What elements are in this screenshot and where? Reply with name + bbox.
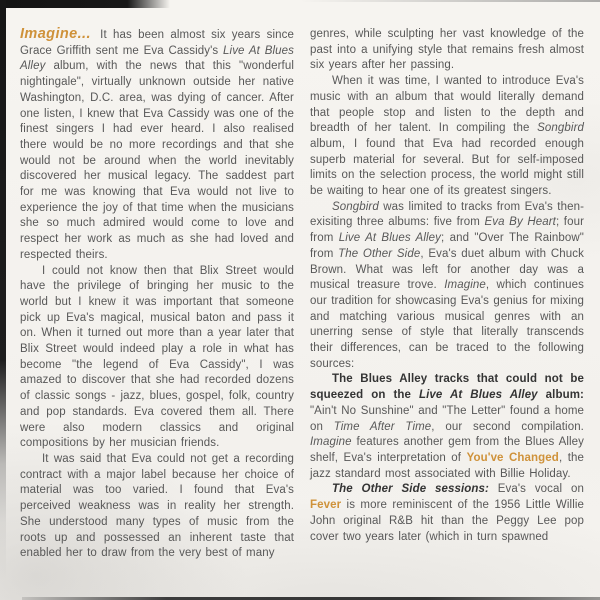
text-run: Live At Blues Alley <box>338 232 441 245</box>
text-run: Eva's vocal on <box>488 483 584 496</box>
text-run: genres, while sculpting her vast knowledge of the past into a unifying style that remains fresh almost six years after her passing. <box>310 28 584 72</box>
text-run: It was said that Eva could not get a recording contract with a major label because her choice of material was too varied. I found that Eva's perceived weakness was in reality her strength. She understood many types of music from the roots up and possessed an inherent taste that enabled her to draw from the very best of many <box>20 452 294 560</box>
scan-edge-left <box>0 0 6 580</box>
text-run: Imagine... <box>20 26 91 42</box>
text-run: Eva By Heart <box>484 216 556 229</box>
text-run: When it was time, I wanted to introduce Eva's music with an album that would literally demand that people stop and listen to the depth and breadth of her talent. In compiling the <box>310 75 584 135</box>
text-run: features another gem from the Blues Alley shelf, Eva's interpretation of <box>310 436 584 464</box>
text-run: ; and "Over The Rainbow" from <box>310 232 584 260</box>
text-run: Time After Time <box>333 420 432 433</box>
text-run: It has been almost six years since Grace Griffith sent me Eva Cassidy's <box>20 29 294 57</box>
paragraph <box>310 482 584 545</box>
paragraph <box>310 27 584 74</box>
text-run: Live At Blues Alley <box>419 389 538 402</box>
text-run: ; four from <box>310 216 585 245</box>
text-column-left <box>20 27 294 584</box>
text-run: Imagine <box>310 436 352 449</box>
text-run: Imagine <box>444 279 486 292</box>
text-run: , the jazz standard most associated with Billie Holiday. <box>310 451 584 480</box>
text-run: Songbird <box>537 122 584 135</box>
text-run: Fever <box>310 499 342 512</box>
text-column-right <box>310 27 584 584</box>
paragraph <box>20 264 294 452</box>
text-run: The Other Side sessions: <box>332 483 489 496</box>
text-run: , our second compilation. <box>431 420 584 433</box>
text-run: Live At Blues Alley <box>20 44 294 73</box>
paragraph <box>310 200 584 373</box>
text-run: album, I found that Eva had recorded enough superb material for several. But for self-imposed limits on the selection process, the world might still be waiting to hear one of its greatest singers. <box>310 137 584 198</box>
paragraph <box>310 74 584 200</box>
paragraph <box>20 27 294 264</box>
text-run: You've Changed <box>466 451 559 464</box>
text-run: The Other Side <box>338 247 421 260</box>
text-run: , which continues our tradition for showcasing Eva's genius for mixing and matching various musical genres with an unerring sense of style that literally transcends their differences, can be traced to the following sources: <box>310 279 584 370</box>
text-run: is more reminiscent of the 1956 Little Willie John original R&B hit than the Peggy Lee pop cover two years later (which in turn spawned <box>310 499 584 543</box>
text-run: Songbird <box>332 200 379 213</box>
paragraph <box>20 452 294 562</box>
text-run: album, with the news that this "wonderful nightingale", virtually unknown outside her native Washington, D.C. area, was dying of cancer. After one listen, I knew that Eva Cassidy was one of the finest singers I had ever heard. I also realised there would be no more recordings and that she would not be around when the world inevitably discovered her musical legacy. The saddest part for me was knowing that Eva would not live to experience the joy of that time when the musicians she so much admired would come to love and respect her work as much as she had loved and respected theirs. <box>20 60 294 261</box>
text-run: album: <box>537 389 584 402</box>
text-run: was limited to tracks from Eva's then-exisiting three albums: five from <box>310 200 584 229</box>
paragraph <box>310 372 584 482</box>
text-run: "Ain't No Sunshine" and "The Letter" found a home on <box>310 404 584 433</box>
scan-edge-top <box>0 0 170 8</box>
text-run: , Eva's duet album with Chuck Brown. What was left for another day was a musical treasure trove. <box>310 247 584 292</box>
text-run: The Blues Alley tracks that could not be squeezed on the <box>310 373 584 402</box>
text-run: I could not know then that Blix Street would have the privilege of bringing her music to the world but I knew it was important that someone pick up Eva's magical, musical baton and pass it on. When it turned out more than a year later that Blix Street would indeed play a role in what has become "the legend of Eva Cassidy", I was amazed to discover that she had recorded dozens of classic songs - jazz, blues, gospel, folk, country and pop standards. Eva covered them all. There were also modern classics and original compositions by her musician friends. <box>20 264 294 450</box>
scan-edge-top-right <box>300 0 600 2</box>
